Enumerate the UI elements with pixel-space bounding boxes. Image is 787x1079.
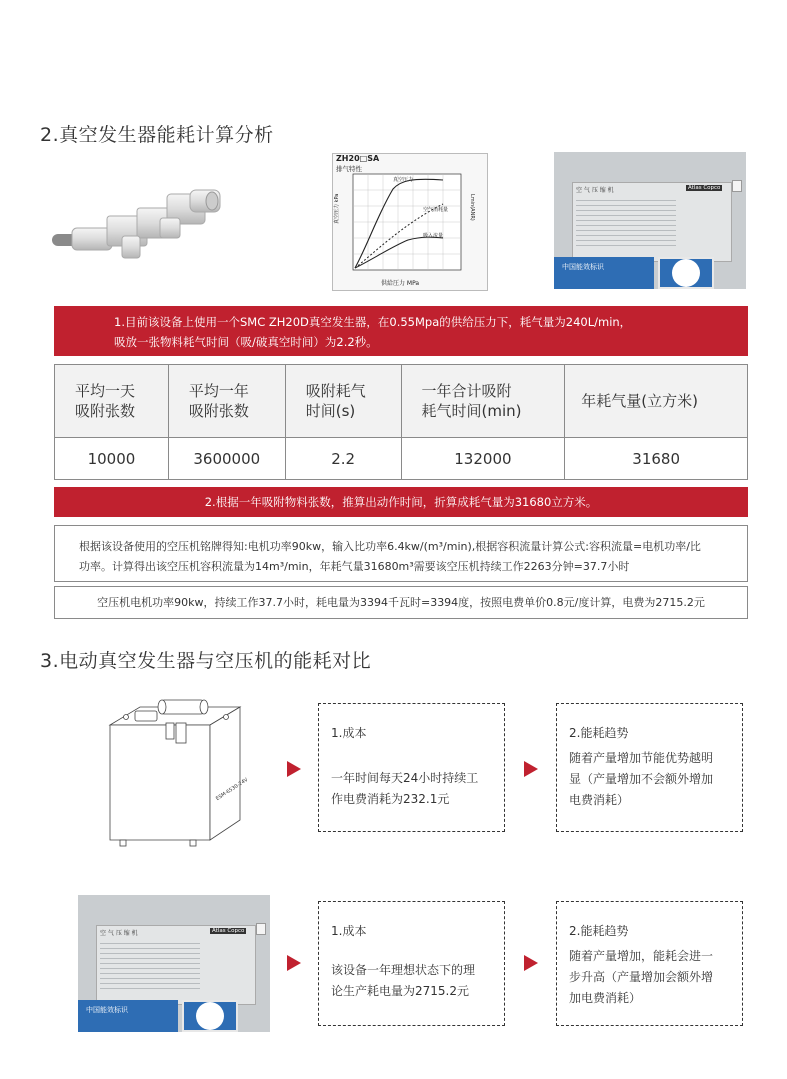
box-body: 随着产量增加节能优势越明 显（产量增加不会额外增加 电费消耗）	[569, 751, 714, 807]
arrow-right-icon	[287, 955, 301, 971]
box-title: 1.成本	[331, 726, 367, 740]
calculation-note-line-2: 功率。计算得出该空压机容积流量为14m³/min，年耗气量31680m³需要该空压机持续工作2263分钟=37.7小时	[79, 560, 630, 573]
arrow-right-icon	[524, 955, 538, 971]
calculation-note-line-1: 根据该设备使用的空压机铭牌得知:电机功率90kw，输入比功率6.4kw/(m³/min),根据容积流量计算公式:容积流量=电机功率/比	[79, 540, 701, 553]
table-row	[55, 438, 748, 480]
box-title: 2.能耗趋势	[569, 924, 629, 938]
table-cell: 10000	[55, 438, 169, 480]
table-cell: 2.2	[285, 438, 401, 480]
arrow-right-icon	[524, 761, 538, 777]
banner-1-line-1: 1.目前该设备上使用一个SMC ZH20D真空发生器，在0.55Mpa的供给压力下，耗气量为240L/min，	[114, 315, 632, 329]
graph-curve-label-vacuum: 真空压力	[393, 177, 414, 183]
compressor-nameplate-photo	[78, 895, 270, 1032]
nameplate-title: 空 气 压 缩 机	[100, 930, 138, 937]
machine-label: ESM-6530-24V	[215, 776, 250, 803]
box-body: 随着产量增加，能耗会进一 步升高（产量增加会额外增 加电费消耗）	[569, 949, 714, 1005]
box-body: 该设备一年理想状态下的理 论生产耗电量为2715.2元	[331, 963, 476, 998]
nameplate-title: 空 气 压 缩 机	[576, 187, 614, 194]
electric-cost-box	[318, 703, 505, 832]
electric-trend-box	[556, 703, 743, 832]
table-cell: 3600000	[168, 438, 285, 480]
table-header-cell: 一年合计吸附 耗气时间(min)	[401, 365, 565, 438]
nameplate-brand: Atlas Copco	[688, 185, 721, 191]
box-title: 1.成本	[331, 924, 367, 938]
table-header-cell: 平均一天 吸附张数	[55, 365, 169, 438]
table-header-cell: 年耗气量(立方米)	[565, 365, 748, 438]
graph-subtitle: 排气特性	[336, 165, 362, 173]
compressor-trend-box	[556, 901, 743, 1026]
consumption-table	[54, 364, 748, 480]
graph-y-right-label: Lmin(ANR)	[469, 194, 475, 221]
calculation-note	[54, 525, 748, 582]
box-body: 一年时间每天24小时持续工 作电费消耗为232.1元	[331, 771, 479, 806]
table-header-cell: 吸附耗气 时间(s)	[285, 365, 401, 438]
energy-label-text: 中国能效标识	[562, 263, 604, 271]
nameplate-brand: Atlas Copco	[212, 928, 245, 934]
table-cell: 132000	[401, 438, 565, 480]
info-banner-2: 2.根据一年吸附物料张数，推算出动作时间，折算成耗气量为31680立方米。	[54, 487, 748, 517]
graph-model-label: ZH20□SA	[336, 154, 380, 163]
section-2-heading: 2.真空发生器能耗计算分析	[40, 124, 274, 146]
electricity-cost-note: 空压机电机功率90kw，持续工作37.7小时，耗电量为3394千瓦时=3394度，按照电费单价0.8元/度计算，电费为2715.2元	[54, 586, 748, 619]
table-header-row	[55, 365, 748, 438]
info-banner-1	[54, 306, 748, 356]
table-cell: 31680	[565, 438, 748, 480]
energy-label-text: 中国能效标识	[86, 1006, 128, 1014]
banner-1-line-2: 吸放一张物料耗气时间（吸/破真空时间）为2.2秒。	[114, 335, 378, 349]
graph-y-left-label: 真空压力 kPa	[334, 193, 340, 224]
vacuum-generator-image	[52, 176, 224, 272]
table-header-cell: 平均一年 吸附张数	[168, 365, 285, 438]
graph-curve-label-suction: 吸入流量	[423, 233, 444, 239]
compressor-cost-box	[318, 901, 505, 1026]
exhaust-characteristics-graph	[332, 153, 488, 291]
box-title: 2.能耗趋势	[569, 726, 629, 740]
arrow-right-icon	[287, 761, 301, 777]
electric-vacuum-generator-image	[100, 695, 250, 850]
compressor-nameplate-photo	[554, 152, 746, 289]
section-3-heading: 3.电动真空发生器与空压机的能耗对比	[40, 650, 372, 672]
graph-x-label: 供給圧力 MPa	[381, 280, 420, 287]
graph-curve-label-consumption: 空气消耗量	[423, 207, 449, 213]
